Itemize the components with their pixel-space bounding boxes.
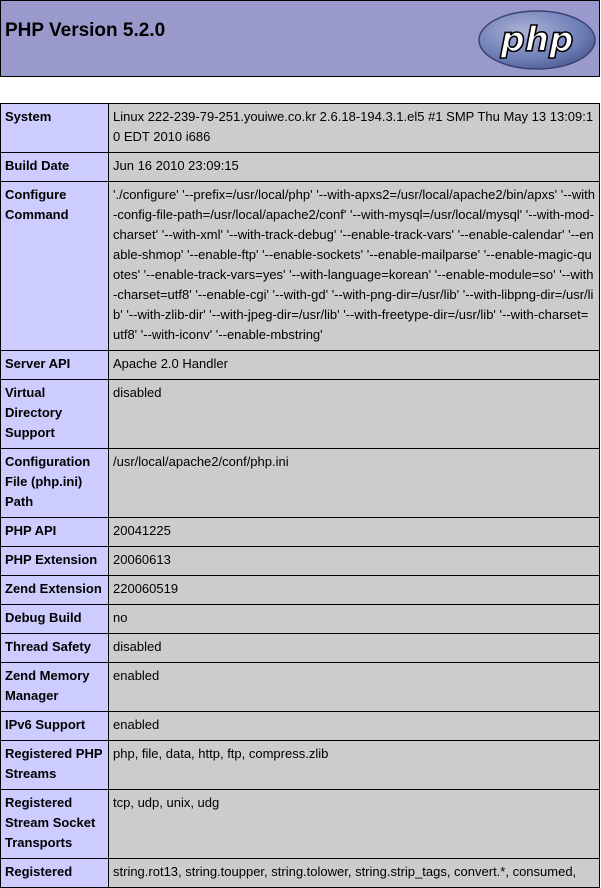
table-row [1,547,600,576]
table-row [1,182,600,351]
table-row [1,741,600,790]
row-label: Registered Stream Socket Transports [1,790,109,859]
table-row [1,153,600,182]
table-row [1,380,600,449]
row-label: Server API [1,351,109,380]
row-label: Virtual Directory Support [1,380,109,449]
row-label: System [1,104,109,153]
row-value: './configure' '--prefix=/usr/local/php' '--with-apxs2=/usr/local/apache2/bin/apxs' '--with-config-file-path=/usr/local/apache2/conf' '--with-mysql=/usr/local/mysql' '--with-mod-charset' '--with-xml' '--with-track-debug' '--enable-track-vars' '--enable-calendar' '--enable-shmop' '--enable-ftp' '--enable-sockets' '--enable-mailparse' '--enable-magic-quotes' '--enable-track-vars=yes' '--with-language=korean' '--enable-module=so' '--with-charset=utf8' '--enable-cgi' '--with-gd' '--with-png-dir=/usr/lib' '--with-libpng-dir=/usr/lib' '--with-zlib-dir' '--with-jpeg-dir=/usr/lib' '--with-freetype-dir=/usr/lib' '--with-charset=utf8' '--with-iconv' '--enable-mbstring' [109,182,600,351]
php-logo [477,10,597,70]
row-label: Registered [1,859,109,888]
row-label: Debug Build [1,605,109,634]
row-value: enabled [109,712,600,741]
row-value: enabled [109,663,600,712]
info-table [0,103,600,888]
row-label: Zend Extension [1,576,109,605]
row-value: disabled [109,634,600,663]
row-value: 20060613 [109,547,600,576]
row-label: Thread Safety [1,634,109,663]
row-label: PHP API [1,518,109,547]
row-value: tcp, udp, unix, udg [109,790,600,859]
row-label: Registered PHP Streams [1,741,109,790]
row-label: Zend Memory Manager [1,663,109,712]
row-value: Linux 222-239-79-251.youiwe.co.kr 2.6.18-194.3.1.el5 #1 SMP Thu May 13 13:09:10 EDT 2010 i686 [109,104,600,153]
table-row [1,104,600,153]
table-row [1,576,600,605]
row-label: IPv6 Support [1,712,109,741]
row-value: string.rot13, string.toupper, string.tolower, string.strip_tags, convert.*, consumed, [109,859,600,888]
row-value: disabled [109,380,600,449]
table-row [1,449,600,518]
row-label: PHP Extension [1,547,109,576]
row-value: 220060519 [109,576,600,605]
table-row [1,859,600,888]
row-value: Jun 16 2010 23:09:15 [109,153,600,182]
row-value: no [109,605,600,634]
table-row [1,663,600,712]
table-row [1,518,600,547]
page-title: PHP Version 5.2.0 [5,20,166,41]
table-row [1,634,600,663]
php-logo-text: php [500,20,574,60]
table-row [1,605,600,634]
row-value: 20041225 [109,518,600,547]
row-label: Configure Command [1,182,109,351]
row-value: /usr/local/apache2/conf/php.ini [109,449,600,518]
table-row [1,712,600,741]
page-header [0,0,600,77]
table-row [1,351,600,380]
table-row [1,790,600,859]
row-value: Apache 2.0 Handler [109,351,600,380]
row-label: Build Date [1,153,109,182]
row-label: Configuration File (php.ini) Path [1,449,109,518]
row-value: php, file, data, http, ftp, compress.zlib [109,741,600,790]
